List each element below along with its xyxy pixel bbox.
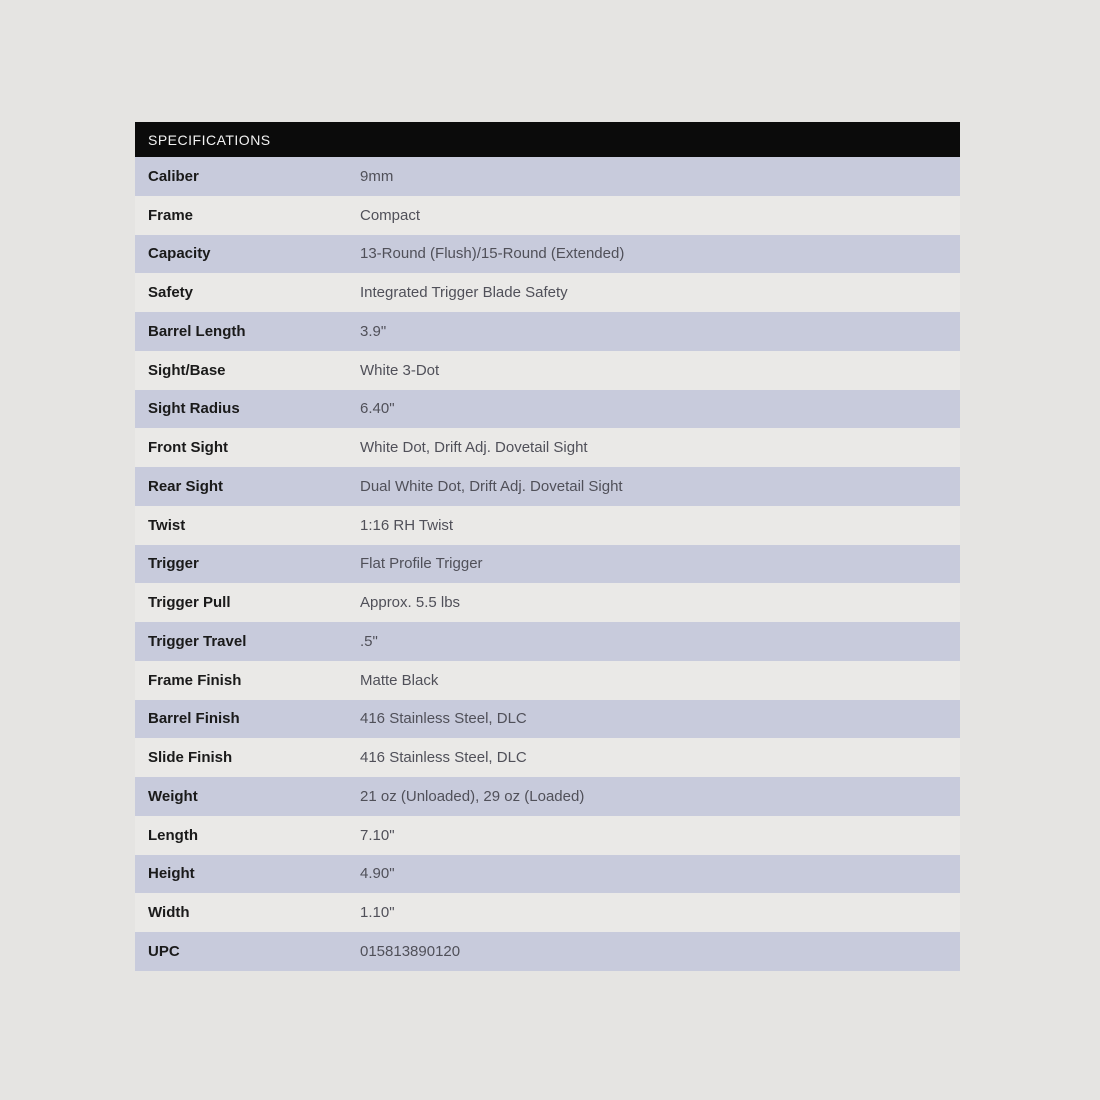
spec-value: 1.10": [360, 904, 395, 922]
spec-value: 015813890120: [360, 942, 461, 960]
spec-value: 13-Round (Flush)/15-Round (Extended): [360, 245, 625, 263]
spec-row-barrel-finish: [135, 700, 960, 739]
spec-value: 6.40": [360, 400, 395, 418]
spec-row-weight: [135, 777, 960, 816]
spec-value: 9mm: [360, 167, 394, 185]
spec-row-trigger: [135, 545, 960, 584]
spec-row-width: [135, 893, 960, 932]
spec-label: Frame Finish: [148, 671, 242, 689]
spec-value: 21 oz (Unloaded), 29 oz (Loaded): [360, 787, 585, 805]
spec-label: Twist: [148, 516, 186, 534]
spec-value: 7.10": [360, 826, 395, 844]
spec-label: Sight Radius: [148, 400, 240, 418]
spec-label: Sight/Base: [148, 361, 226, 379]
spec-row-trigger-travel: [135, 622, 960, 661]
spec-value: .5": [360, 632, 378, 650]
spec-label: Height: [148, 865, 195, 883]
spec-row-twist: [135, 506, 960, 545]
spec-label: Trigger Pull: [148, 594, 231, 612]
spec-value: Approx. 5.5 lbs: [360, 594, 461, 612]
spec-value: Compact: [360, 206, 421, 224]
spec-row-slide-finish: [135, 738, 960, 777]
spec-value: Matte Black: [360, 671, 439, 689]
spec-value: Integrated Trigger Blade Safety: [360, 284, 568, 302]
specifications-header: SPECIFICATIONS: [135, 122, 960, 157]
spec-row-sight-base: [135, 351, 960, 390]
spec-value: Dual White Dot, Drift Adj. Dovetail Sight: [360, 477, 623, 495]
specifications-rows: [135, 157, 960, 971]
spec-label: Front Sight: [148, 439, 228, 457]
spec-row-barrel-length: [135, 312, 960, 351]
spec-row-frame-finish: [135, 661, 960, 700]
spec-label: Safety: [148, 284, 194, 302]
spec-row-frame: [135, 196, 960, 235]
spec-label: Length: [148, 826, 198, 844]
spec-value: 416 Stainless Steel, DLC: [360, 710, 527, 728]
spec-row-caliber: [135, 157, 960, 196]
spec-label: Trigger Travel: [148, 632, 247, 650]
spec-label: Trigger: [148, 555, 199, 573]
spec-value: White 3-Dot: [360, 361, 440, 379]
spec-label: Slide Finish: [148, 749, 233, 767]
spec-value: 3.9": [360, 322, 387, 340]
spec-row-capacity: [135, 235, 960, 274]
spec-label: Rear Sight: [148, 477, 224, 495]
spec-label: Capacity: [148, 245, 211, 263]
spec-value: 4.90": [360, 865, 395, 883]
specifications-table: [135, 122, 960, 971]
spec-row-sight-radius: [135, 390, 960, 429]
spec-value: 416 Stainless Steel, DLC: [360, 749, 527, 767]
spec-label: Width: [148, 904, 190, 922]
spec-label: Barrel Length: [148, 322, 246, 340]
spec-label: Frame: [148, 206, 194, 224]
spec-label: Weight: [148, 787, 198, 805]
spec-row-trigger-pull: [135, 583, 960, 622]
spec-label: UPC: [148, 942, 180, 960]
spec-row-length: [135, 816, 960, 855]
spec-row-rear-sight: [135, 467, 960, 506]
spec-row-upc: [135, 932, 960, 971]
spec-value: Flat Profile Trigger: [360, 555, 483, 573]
spec-label: Caliber: [148, 167, 199, 185]
spec-row-height: [135, 855, 960, 894]
spec-row-front-sight: [135, 428, 960, 467]
spec-row-safety: [135, 273, 960, 312]
spec-value: 1:16 RH Twist: [360, 516, 454, 534]
spec-value: White Dot, Drift Adj. Dovetail Sight: [360, 439, 588, 457]
spec-label: Barrel Finish: [148, 710, 240, 728]
